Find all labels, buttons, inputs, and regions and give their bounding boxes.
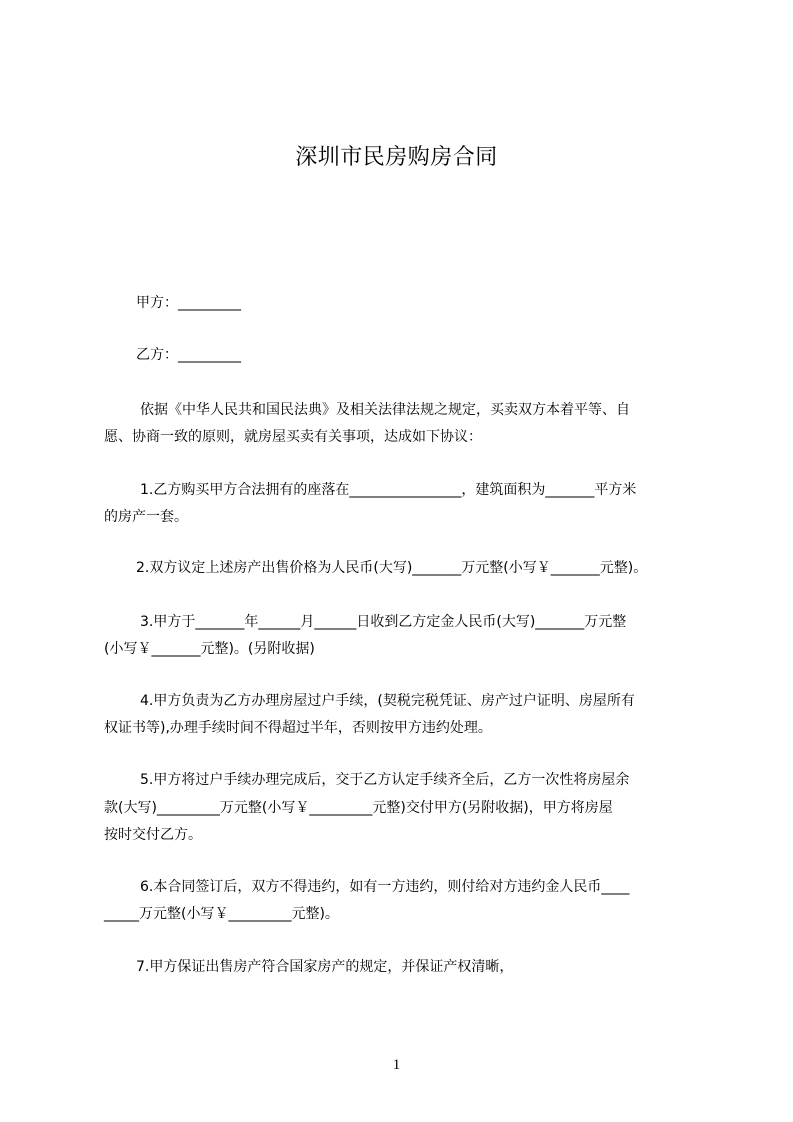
clause-5-line-3: 按时交付乙方。	[104, 827, 202, 843]
party-a-line: 甲方：_________	[136, 295, 241, 311]
clause-5-line-2: 款(大写)_________万元整(小写￥_________元整)交付甲方(另附收据)，甲方将房屋	[104, 800, 613, 816]
party-b-line: 乙方：_________	[136, 347, 241, 363]
clause-2-line-1: 2.双方议定上述房产出售价格为人民币(大写)_______万元整(小写￥_______元整)。	[136, 560, 648, 576]
clause-1-line-1: 1.乙方购买甲方合法拥有的座落在________________，建筑面积为_______平方米	[140, 482, 637, 498]
clause-6-line-2: _____万元整(小写￥_________元整)。	[104, 906, 339, 922]
preamble-line-2: 愿、协商一致的原则，就房屋买卖有关事项，达成如下协议：	[104, 429, 482, 445]
clause-3-line-1: 3.甲方于_______年______月______日收到乙方定金人民币(大写)_______万元整	[140, 614, 627, 630]
clause-4-line-2: 权证书等),办理手续时间不得超过半年，否则按甲方违约处理。	[104, 720, 492, 736]
page-number: 1	[392, 1057, 401, 1073]
clause-5-line-1: 5.甲方将过户手续办理完成后，交于乙方认定手续齐全后，乙方一次性将房屋余	[140, 772, 630, 788]
clause-3-line-2: (小写￥_______元整)。(另附收据)	[104, 641, 315, 657]
document-title: 深圳市民房购房合同	[295, 145, 498, 170]
clause-1-line-2: 的房产一套。	[104, 509, 188, 525]
clause-7-line-1: 7.甲方保证出售房产符合国家房产的规定，并保证产权清晰，	[136, 959, 514, 975]
preamble-line-1: 依据《中华人民共和国民法典》及相关法律法规之规定，买卖双方本着平等、自	[140, 402, 630, 418]
clause-4-line-1: 4.甲方负责为乙方办理房屋过户手续，(契税完税凭证、房产过户证明、房屋所有	[140, 693, 635, 709]
clause-6-line-1: 6.本合同签订后，双方不得违约，如有一方违约，则付给对方违约金人民币____	[140, 879, 630, 895]
